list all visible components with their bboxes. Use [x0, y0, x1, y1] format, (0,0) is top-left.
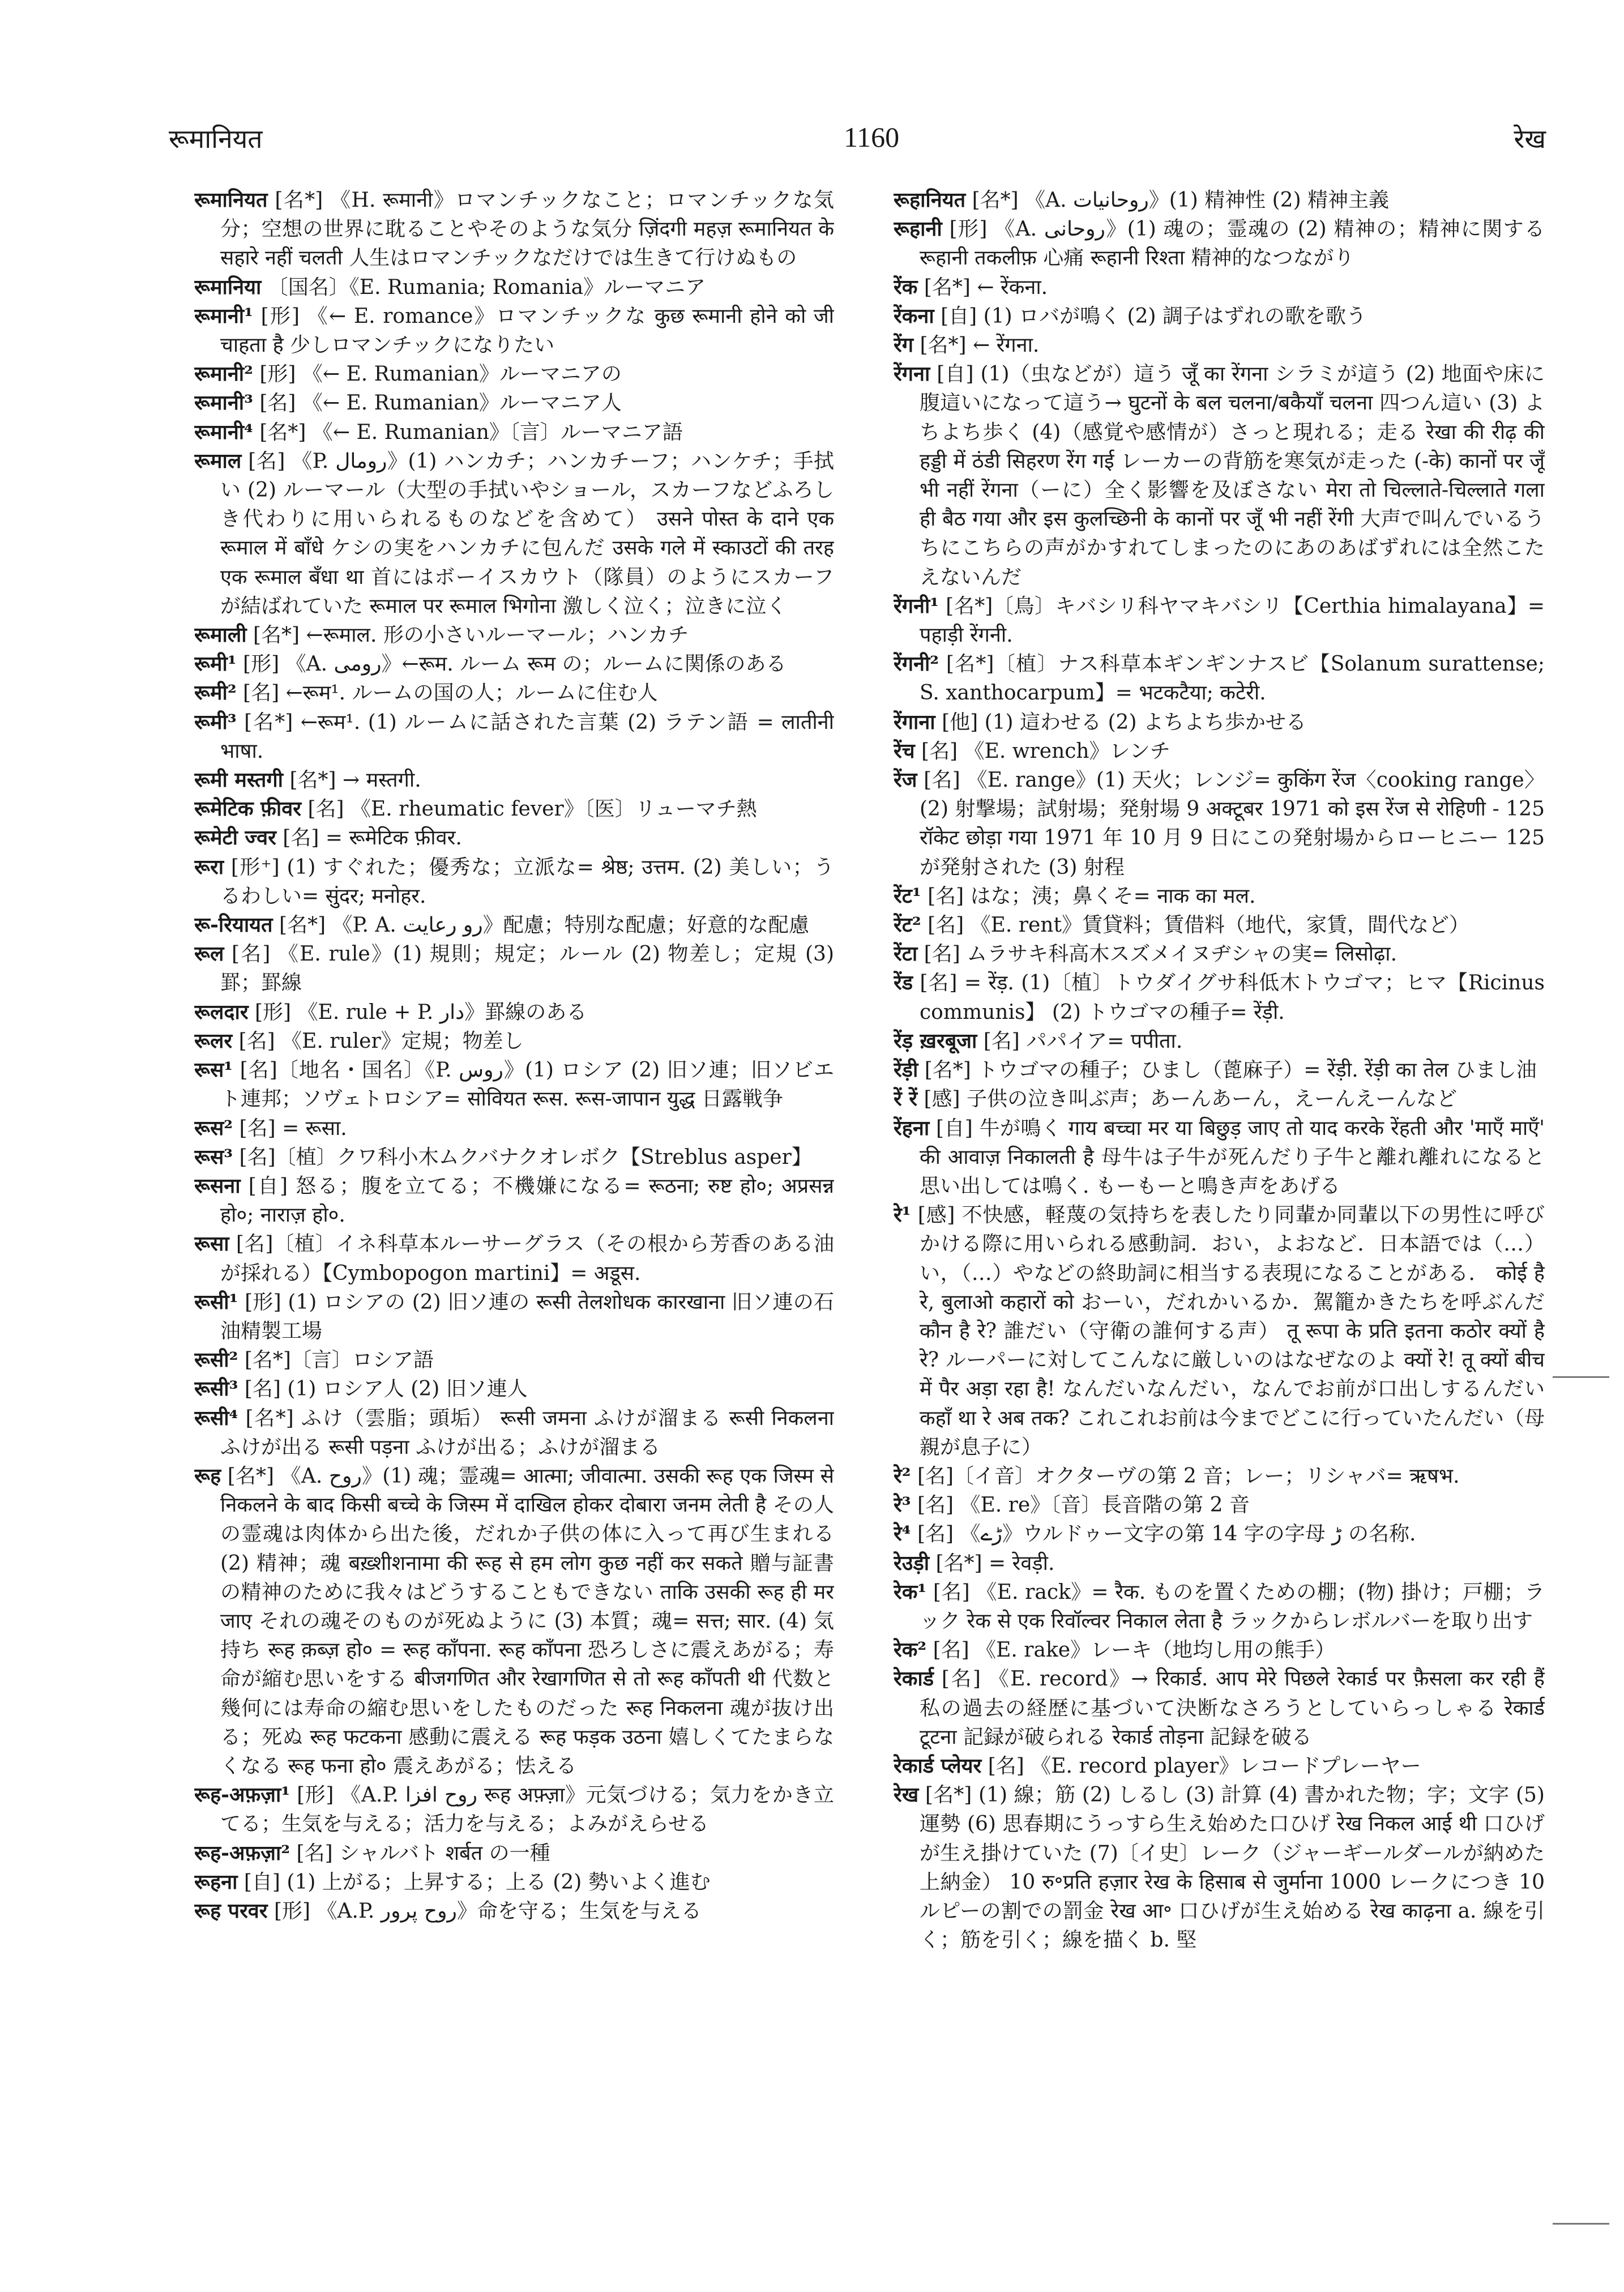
definition: [感] 子供の泣き叫ぶ声；あーんあーん，えーんえーんなど — [924, 1087, 1458, 1111]
dictionary-entry — [194, 708, 834, 766]
dictionary-entry — [194, 360, 834, 389]
dictionary-entry — [194, 186, 834, 273]
dictionary-entry — [194, 940, 834, 997]
headword: रूमानिया — [194, 275, 262, 299]
dictionary-entry — [894, 186, 1545, 215]
dictionary-entry — [894, 766, 1545, 882]
dictionary-entry — [894, 1664, 1545, 1752]
definition: [名] 《E. record player》レコードプレーヤー — [988, 1754, 1421, 1778]
dictionary-entry — [894, 360, 1545, 592]
definition: [名] 《E. range》(1) 天火；レンジ= कुकिंग रेंज〈cooking range〉(2) 射撃場；試射場；発射場 9 अक्टूबर 1971 को इस रेंज से रोहिणी - 125 रॉकेट छोड़ा गया 1971 年 10 月 9 日にこの発射場からローヒニー 125 が発射された (3) 射程 — [920, 769, 1545, 879]
dictionary-entry — [194, 418, 834, 447]
dictionary-entry — [894, 1781, 1545, 1954]
definition: [名] はな；洟；鼻くそ= नाक का मल. — [928, 884, 1256, 908]
headword: रूसा — [194, 1232, 229, 1256]
definition: [名*] 《← E. Rumanian》〔言〕ルーマニア語 — [259, 420, 683, 444]
headword: रेकार्ड — [894, 1667, 934, 1691]
dictionary-entry — [894, 1027, 1545, 1056]
margin-rule-mark — [1553, 1376, 1609, 1378]
headword: रेंड़ी — [894, 1058, 918, 1082]
definition: [形] 《E. rule + P. دار》罫線のある — [255, 1000, 587, 1024]
definition: [名] 《E. ruler》定規；物差し — [238, 1029, 524, 1053]
headword: रेंगनी² — [894, 652, 939, 676]
dictionary-entry — [194, 795, 834, 823]
headword: रूमानी² — [194, 362, 253, 386]
definition: [名] ムラサキ科高木スズメイヌヂシャの実= लिसोढ़ा. — [924, 942, 1398, 966]
dictionary-entry — [894, 1636, 1545, 1664]
dictionary-entry — [894, 1085, 1545, 1113]
dictionary-entry — [894, 911, 1545, 940]
headword: रूमानी³ — [194, 391, 253, 415]
definition: [形] 《A.P. روح پرور》命を守る；生気を与える — [274, 1899, 702, 1923]
dictionary-entry — [194, 273, 834, 302]
headword: रूसी² — [194, 1348, 238, 1372]
headword: रेक¹ — [894, 1580, 927, 1604]
headword: रेंटा — [894, 942, 918, 966]
running-head-right: रेख — [1514, 123, 1546, 154]
definition: [名*]〔鳥〕キバシリ科ヤマキバシリ【Certhia himalayana】= पहाड़ी रेंगनी. — [920, 594, 1545, 647]
headword: रू-रियायत — [194, 913, 273, 937]
dictionary-entry — [194, 1781, 834, 1838]
headword: रेख — [894, 1783, 919, 1807]
definition: [形] (1) ロシアの (2) 旧ソ連の रूसी तेलशोधक कारखाना 旧ソ連の石油精製工場 — [220, 1290, 834, 1343]
dictionary-entry — [894, 302, 1545, 331]
margin-rule-mark — [1553, 2223, 1609, 2225]
definition: [自] (1)（虫などが）這う जूँ का रेंगना シラミが這う (2) 地面や床に腹這いになって這う→ घुटनों के बल चलना/बकैयाँ चलना 四つん這い (3) よちよち歩く (4)（感覚や感情が）さっと現れる；走る रेखा की रीढ़ की हड्डी में ठंडी सिहरण रेंग गई レーカーの背筋を寒気が走った (-के) कानों पर जूँ भी नहीं रेंगना（ーに）全く影響を及ぼさない मेरा तो चिल्लाते-चिल्लाते गला ही बैठ गया और इस कुलच्छिनी के कानों पर जूँ भी नहीं रेंगी 大声で叫んでいるうちにこちらの声がかすれてしまったのにあのあばずれには全然こたえないんだ — [920, 362, 1545, 589]
definition: [名]〔イ音〕オクターヴの第 2 音；レー；リシャバ= ऋषभ. — [917, 1464, 1460, 1488]
left-column — [194, 186, 834, 2230]
headword: रेंगना — [894, 362, 930, 386]
dictionary-entry — [894, 968, 1545, 1026]
definition: [名*] ←रूमाल. 形の小さいルーマール；ハンカチ — [253, 624, 689, 647]
dictionary-entry — [194, 447, 834, 621]
headword: रूमी¹ — [194, 652, 237, 676]
dictionary-entry — [194, 1288, 834, 1346]
right-column — [894, 186, 1545, 2230]
definition: [名] 《E. rake》レーキ（地均し用の熊手） — [933, 1638, 1336, 1662]
dictionary-entry — [894, 1752, 1545, 1781]
definition: [名*] 《P. A. رو رعایت》配慮；特別な配慮；好意的な配慮 — [279, 914, 809, 937]
definition: [形] 《A. رومی》←रूम. ルーム रूम の；ルームに関係のある — [243, 652, 787, 676]
dictionary-entry — [894, 1201, 1545, 1462]
definition: [名] 《E. re》〔音〕長音階の第 2 音 — [917, 1493, 1250, 1517]
headword: रूलदार — [194, 1000, 249, 1024]
dictionary-entry — [194, 1346, 834, 1375]
headword: रूलर — [194, 1028, 233, 1053]
dictionary-entry — [194, 853, 834, 911]
dictionary-entry — [194, 389, 834, 417]
headword: रूसी¹ — [194, 1290, 238, 1314]
dictionary-entry — [194, 998, 834, 1027]
headword: रूह — [194, 1463, 221, 1488]
dictionary-entry — [194, 1404, 834, 1462]
dictionary-entry — [894, 1491, 1545, 1520]
definition: [名] 《← E. Rumanian》ルーマニア人 — [259, 391, 622, 415]
definition: [名*] = रेवड़ी. — [935, 1551, 1055, 1575]
headword: रूमानी⁴ — [194, 420, 253, 444]
dictionary-entry — [194, 650, 834, 678]
definition: [名]〔地名・国名〕《P. روس》(1) ロシア (2) 旧ソ連；旧ソビエト連邦；ソヴェトロシア= सोवियत रूस. रूस-जापान युद्ध 日露戦争 — [220, 1058, 834, 1111]
headword: रूसना — [194, 1173, 241, 1198]
definition: [形⁺] (1) すぐれた；優秀な；立派な= श्रेष्ठ; उत्तम. (2) 美しい；うるわしい= सुंदर; मनोहर. — [220, 855, 834, 908]
headword: रूमानियत — [194, 188, 268, 212]
headword: रूमाल — [194, 449, 242, 473]
headword: रेंग — [894, 333, 913, 357]
dictionary-entry — [194, 1839, 834, 1868]
headword: रेंड़ ख़रबूजा — [894, 1028, 977, 1053]
headword: रूमेटी ज्वर — [194, 826, 276, 850]
headword: रेंगाना — [894, 710, 935, 734]
dictionary-entry — [894, 1114, 1545, 1201]
definition: [他] (1) 這わせる (2) よちよち歩かせる — [942, 710, 1306, 734]
headword: रूस² — [194, 1116, 233, 1140]
dictionary-entry — [194, 1230, 834, 1287]
headword: रूह-अफ़ज़ा² — [194, 1841, 290, 1865]
dictionary-entry — [894, 1462, 1545, 1491]
headword: रें रें — [894, 1087, 917, 1111]
definition: [名*] ←रूम¹. (1) ルームに話された言葉 (2) ラテン語 = लातीनी भाषा. — [220, 710, 834, 763]
headword: रूमाली — [194, 623, 247, 647]
definition: [名*] ← रेंगना. — [920, 334, 1040, 357]
headword: रेंगनी¹ — [894, 594, 939, 618]
definition: [名] = रूसा. — [239, 1116, 347, 1140]
dictionary-entry — [194, 1172, 834, 1230]
headword: रेंट² — [894, 913, 921, 937]
dictionary-entry — [194, 621, 834, 650]
definition: [名*] → मस्तगी. — [289, 769, 421, 792]
dictionary-entry — [894, 1578, 1545, 1636]
definition: [名] 《E. rheumatic fever》〔医〕リューマチ熱 — [307, 797, 757, 821]
dictionary-entry — [894, 737, 1545, 766]
headword: रूह परवर — [194, 1898, 268, 1923]
definition: [名] 《E. record》→ रिकार्ड. आप मेरे पिछले रेकार्ड पर फ़ैसला कर रही हैं 私の過去の経歴に基づいて決断なさろうとしていらっしゃる रेकार्ड टूटना 記録が破られる रेकार्ड तोड़ना 記録を破る — [920, 1667, 1545, 1749]
headword: रूमी² — [194, 681, 237, 705]
headword: रे² — [894, 1463, 911, 1488]
definition: [形] 《A.P. روح افزا रूह अफ़्ज़ा》元気づける；気力をかき立てる；生気を与える；活力を与える；よみがえらせる — [220, 1783, 834, 1836]
dictionary-entry — [894, 273, 1545, 302]
definition: [名*]〔植〕ナス科草本ギンギンナスビ【Solanum surattense; S. xanthocarpum】= भटकटैया; कटेरी. — [920, 652, 1545, 705]
dictionary-entry — [894, 708, 1545, 737]
headword: रूस³ — [194, 1145, 233, 1169]
definition: [自] 怒る；腹を立てる；不機嫌になる= रूठना; रुष्ट हो०; अप्रसन्न हो०; नाराज़ हो०. — [220, 1174, 834, 1227]
dictionary-entry — [194, 1143, 834, 1172]
definition: [名*] 《A. روحانيات》(1) 精神性 (2) 精神主義 — [972, 189, 1390, 212]
definition: [感] 不快感，軽蔑の気持ちを表したり同輩か同輩以下の男性に呼びかける際に用いられる感動詞．おい，よおなど．日本語では（…）い，（…）やなどの終助詞に相当する表現になることがある． कोई है रे, बुलाओ कहारों को おーい，だれかいるか．駕籠かきたちを呼ぶんだ कौन है रे? 誰だい（守衛の誰何する声） तू रूपा के प्रति इतना कठोर क्यों है रे? ルーパーに対してこんなに厳しいのはなぜなのよ क्यों रे! तू क्यों बीच में पैर अड़ा रहा है! なんだいなんだい，なんでお前が口出しするんだい कहाँ था रे अब तक? これこれお前は今までどこに行っていたんだい（母親が息子に） — [917, 1203, 1545, 1459]
headword: रेंट¹ — [894, 883, 921, 908]
dictionary-entry — [194, 678, 834, 707]
headword: रेंकना — [894, 304, 934, 328]
headword: रेकार्ड प्लेयर — [894, 1753, 982, 1778]
definition: [名*] 《A. روح》(1) 魂；霊魂= आत्मा; जीवात्मा. उसकी रूह एक जिस्म से निकलने के बाद किसी बच्चे के जिस्म में दाखिल होकर दोबारा जनम लेती है その人の霊魂は肉体から出た後，だれか子供の体に入って再び生まれる (2) 精神；魂 बख़्शीशनामा की रूह से हम लोग कुछ नहीं कर सकते 贈与証書の精神のために我々はどうすることもできない ताकि उसकी रूह ही मर जाए それの魂そのものが死ぬように (3) 本質；魂= सत्त; सार. (4) 気持ち रूह क़ब्ज़ हो० = रूह काँपना. रूह काँपना 恐ろしさに震えあがる；寿命が縮む思いをする बीजगणित और रेखागणित से तो रूह काँपती थी 代数と幾何には寿命の縮む思いをしたものだった रूह निकलना 魂が抜け出る；死ぬ रूह फटकना 感動に震える रूह फड़क उठना 嬉しくてたまらなくなる रूह फना हो० 震えあがる；怯える — [220, 1464, 834, 1778]
headword: रूमानी¹ — [194, 304, 253, 328]
definition: [名] 《E. wrench》レンチ — [921, 739, 1170, 763]
definition: [名] シャルバト शर्बत の一種 — [296, 1841, 550, 1865]
running-head-left: रूमानियत — [169, 123, 263, 154]
headword: रूमेटिक फ़ीवर — [194, 797, 301, 821]
headword: रे¹ — [894, 1203, 911, 1227]
headword: रूसी³ — [194, 1377, 238, 1401]
headword: रे³ — [894, 1493, 911, 1517]
headword: रेंच — [894, 739, 915, 763]
definition: [形] 《← E. romance》ロマンチックな कुछ रूमानी होने को जी चाहता है 少しロマンチックになりたい — [220, 304, 834, 357]
dictionary-entry — [194, 1868, 834, 1897]
definition: [自] 牛が鳴く गाय बच्चा मर या बिछुड़ जाए तो याद करके रेंहती और 'माएँ माएँ' की आवाज़ निकालती है 母牛は子牛が死んだり子牛と離れ離れになると思い出しては鳴く. もーもーと鳴き声をあげる — [920, 1116, 1545, 1198]
headword: रेंहना — [894, 1116, 930, 1140]
dictionary-entry — [894, 592, 1545, 650]
dictionary-entry — [894, 215, 1545, 272]
dictionary-entry — [194, 1027, 834, 1056]
definition: [名*] トウゴマの種子；ひまし（蓖麻子）= रेंड़ी. रेंड़ी का तेल ひまし油 — [924, 1058, 1537, 1082]
dictionary-entry — [894, 1520, 1545, 1548]
definition: [形] 《A. روحانی》(1) 魂の；霊魂の (2) 精神の；精神に関する रूहानी तकलीफ़ 心痛 रूहानी रिश्ता 精神的なつながり — [920, 217, 1545, 270]
dictionary-entry — [894, 882, 1545, 911]
definition: [名*] ふけ（雲脂；頭垢） रूसी जमना ふけが溜まる रूसी निकलना ふけが出る रूसी पड़ना ふけが出る；ふけが溜まる — [220, 1406, 834, 1459]
dictionary-entry — [194, 766, 834, 795]
definition: [名] 《ڑے》ウルドゥー文字の第 14 字の字母 ڑ の名称. — [917, 1522, 1416, 1546]
headword: रूहानी — [894, 217, 942, 241]
dictionary-entry — [894, 940, 1545, 968]
definition: [名] 《P. رومال》(1) ハンカチ；ハンカチーフ；ハンケチ；手拭い (2) ルーマール（大型の手拭いやショール，スカーフなどふろしき代わりに用いられるものなどを含めて） उसने पोस्त के दाने एक रूमाल में बाँधे ケシの実をハンカチに包んだ उसके गले में स्काउटों की तरह एक रूमाल बँधा था 首にはボーイスカウト（隊員）のようにスカーフが結ばれていた रूमाल पर रूमाल भिगोना 激しく泣く；泣きに泣く — [220, 449, 834, 618]
definition: [名] パパイア= पपीता. — [983, 1029, 1183, 1053]
page-number: 1160 — [844, 121, 900, 153]
definition: [自] (1) 上がる；上昇する；上る (2) 勢いよく進む — [243, 1870, 711, 1894]
headword: रेंज — [894, 768, 917, 792]
headword: रूहानियत — [894, 188, 966, 212]
definition: [名] = रूमेटिक फ़ीवर. — [283, 826, 462, 850]
definition: [名] 《E. rack》= रैक. ものを置くための棚；(物) 掛け；戸棚；ラック रेक से एक रिवॉल्वर निकाल लेता है ラックからレボルバーを取り出す — [920, 1580, 1545, 1633]
headword: रेंक — [894, 275, 918, 299]
definition: [名] 《E. rent》賃貸料；賃借料（地代，家賃，間代など） — [928, 914, 1469, 937]
headword: रे⁴ — [894, 1522, 911, 1546]
dictionary-entry — [194, 1375, 834, 1403]
headword: रूमी³ — [194, 710, 237, 734]
dictionary-entry — [194, 823, 834, 852]
headword: रेउड़ी — [894, 1551, 930, 1575]
headword: रूरा — [194, 855, 224, 879]
headword: रूसी⁴ — [194, 1406, 238, 1430]
headword: रूह-अफ़ज़ा¹ — [194, 1783, 290, 1807]
headword: रूल — [194, 942, 224, 966]
definition: 〔国名〕《E. Rumania; Romania》ルーマニア — [267, 275, 706, 299]
definition: [名*] ← रेंकना. — [924, 275, 1048, 299]
definition: [名]〔植〕クワ科小木ムクバナクオレボク【Streblus asper】 — [239, 1145, 812, 1169]
headword: रेंड — [894, 971, 913, 995]
definition: [名]〔植〕イネ科草本ルーサーグラス（その根から芳香のある油が採れる）【Cymbopogon martini】= अडूस. — [220, 1232, 834, 1285]
dictionary-entry — [194, 911, 834, 940]
dictionary-entry — [194, 302, 834, 360]
definition: [名*] 《H. रूमानी》ロマンチックなこと；ロマンチックな気分；空想の世界に耽ることやそのような気分 ज़िंदगी महज़ रूमानियत के सहारे नहीं चलती 人生はロマンチックなだけでは生きて行けぬもの — [220, 189, 834, 270]
definition: [名*] (1) 線；筋 (2) しるし (3) 計算 (4) 書かれた物；字；文字 (5) 運勢 (6) 思春期にうっすら生え始めた口ひげ रेख निकल आई थी 口ひげが生え掛けていた (7)〔イ史〕レーク（ジャーギールダールが納めた上納金） 10 रु॰प्रति हज़ार रेख के हिसाब से जुर्माना 1000 レークにつき 10 ルピーの割での罰金 रेख आ॰ 口ひげが生え始める रेख काढ़ना a. 線を引く；筋を引く；線を描く b. 堅 — [920, 1783, 1545, 1952]
definition: [名] 《E. rule》(1) 規則；規定；ルール (2) 物差し；定規 (3) 罫；罫線 — [220, 942, 834, 995]
headword: रूस¹ — [194, 1058, 233, 1082]
dictionary-entry — [194, 1897, 834, 1926]
definition: [名*]〔言〕ロシア語 — [244, 1348, 434, 1372]
dictionary-entry — [894, 1549, 1545, 1578]
dictionary-entry — [894, 1056, 1545, 1085]
definition: [名] = रेंड़. (1)〔植〕トウダイグサ科低木トウゴマ；ヒマ【Ricinus communis】 (2) トウゴマの種子= रेंड़ी. — [920, 971, 1545, 1024]
dictionary-entry — [894, 650, 1545, 707]
dictionary-entry — [194, 1056, 834, 1113]
headword: रेक² — [894, 1638, 927, 1662]
dictionary-entry — [194, 1114, 834, 1143]
dictionary-entry — [894, 331, 1545, 360]
definition: [自] (1) ロバが鳴く (2) 調子はずれの歌を歌う — [941, 304, 1366, 328]
headword: रूहना — [194, 1870, 238, 1894]
definition: [形] 《← E. Rumanian》ルーマニアの — [259, 362, 622, 386]
dictionary-entry — [194, 1462, 834, 1781]
headword: रूमी मस्तगी — [194, 768, 284, 792]
definition: [名] ←रूम¹. ルームの国の人；ルームに住む人 — [243, 681, 658, 705]
definition: [名] (1) ロシア人 (2) 旧ソ連人 — [244, 1377, 528, 1401]
